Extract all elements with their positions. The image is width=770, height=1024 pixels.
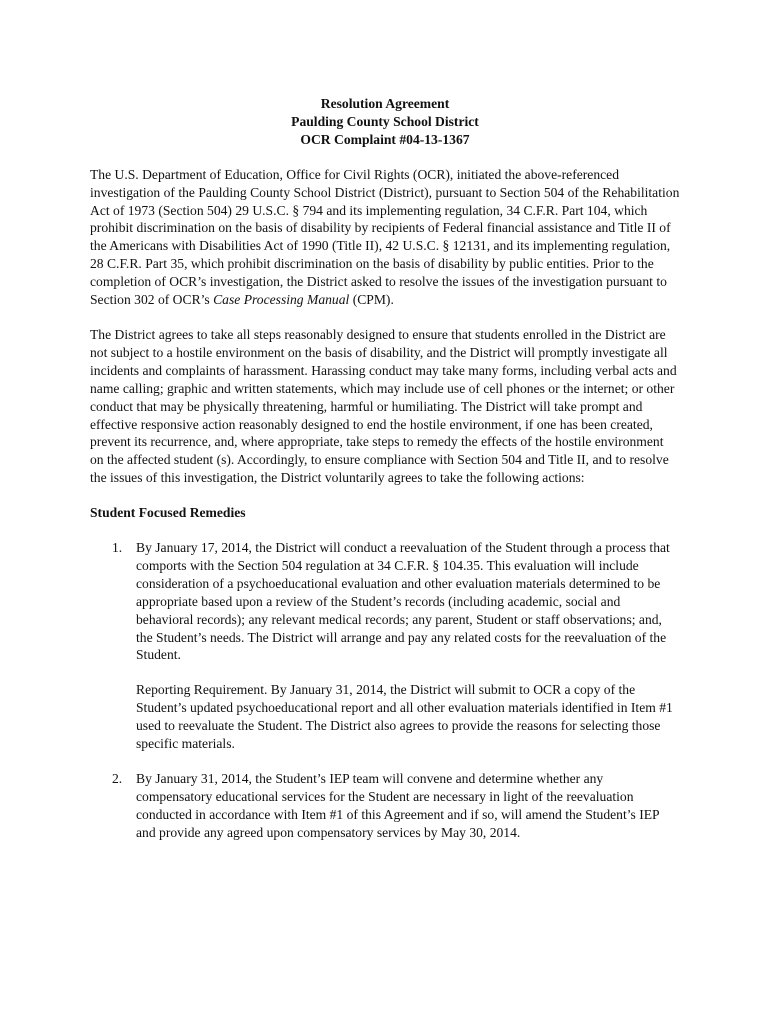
list-item [90, 539, 680, 753]
cpm-title: Case Processing Manual [213, 292, 350, 308]
item-text: By January 17, 2014, the District will conduct a reevaluation of the Student through a process that comports with the Section 504 regulation at 34 C.F.R. § 104.35. This evaluation will include consideration of a psychoeducational evaluation and other evaluation materials determined to be appropriate based upon a review of the Student’s records (including academic, social and behavioral records); any relevant medical records; any parent, Student or staff observations; and, the Student’s needs. The District will arrange and pay any related costs for the reevaluation of the Student. [136, 540, 670, 663]
list-item [90, 770, 680, 842]
agreement-paragraph: The District agrees to take all steps reasonably designed to ensure that students enrolled in the District are not subject to a hostile environment on the basis of disability, and the District will promptly investigate all incidents and complaints of harassment. Harassing conduct may take many forms, including verbal acts and name calling; graphic and written statements, which may include use of cell phones or the internet; or other conduct that may be physically threatening, harmful or humiliating. The District will take prompt and effective responsive action reasonably designed to end the hostile environment, if one has been created, prevent its recurrence, and, where appropriate, take steps to remedy the effects of the hostile environment on the affected student (s). Accordingly, to ensure compliance with Section 504 and Title II, and to resolve the issues of this investigation, the District voluntarily agrees to take the following actions: [90, 326, 677, 486]
item-number: 1. [112, 540, 123, 556]
document-header [90, 95, 680, 149]
district-name: Paulding County School District [291, 113, 479, 129]
remedies-list [90, 539, 680, 842]
complaint-number: OCR Complaint #04-13-1367 [300, 131, 470, 147]
intro-paragraph [90, 166, 680, 309]
reporting-requirement: Reporting Requirement. By January 31, 2014, the District will submit to OCR a copy of the Student’s updated psychoeducational report and all other evaluation materials identified in Item #1 used to reevaluate the Student. The District also agrees to provide the reasons for selecting those specific materials. [136, 682, 673, 752]
item-number: 2. [112, 771, 123, 786]
item-text: By January 31, 2014, the Student’s IEP team will convene and determine whether any compensatory educational services for the Student are necessary in light of the reevaluation conducted in accordance with Item #1 of this Agreement and if so, will amend the Student’s IEP and provide any agreed upon compensatory services by May 30, 2014. [136, 771, 660, 840]
document-title: Resolution Agreement [320, 96, 450, 111]
section-heading: Student Focused Remedies [90, 505, 246, 521]
intro-text-part1: The U.S. Department of Education, Office for Civil Rights (OCR), initiated the above-referenced investigation of the Paulding County School District (District), pursuant to Section 504 of the Rehabilitation Act of 1973 (Section 504) 29 U.S.C. § 794 and its implementing regulation, 34 C.F.R. Part 104, which prohibit discrimination on the basis of disability by recipients of Federal financial assistance and Title II of the Americans with Disabilities Act of 1990 (Title II), 42 U.S.C. § 12131, and its implementing regulation, 28 C.F.R. Part 35, which prohibit discrimination on the basis of disability by public entities. Prior to the completion of OCR’s investigation, the District asked to resolve the issues of the investigation pursuant to Section 302 of OCR’s [90, 166, 680, 308]
intro-text-part2: (CPM). [349, 292, 394, 308]
document-body [90, 95, 680, 859]
